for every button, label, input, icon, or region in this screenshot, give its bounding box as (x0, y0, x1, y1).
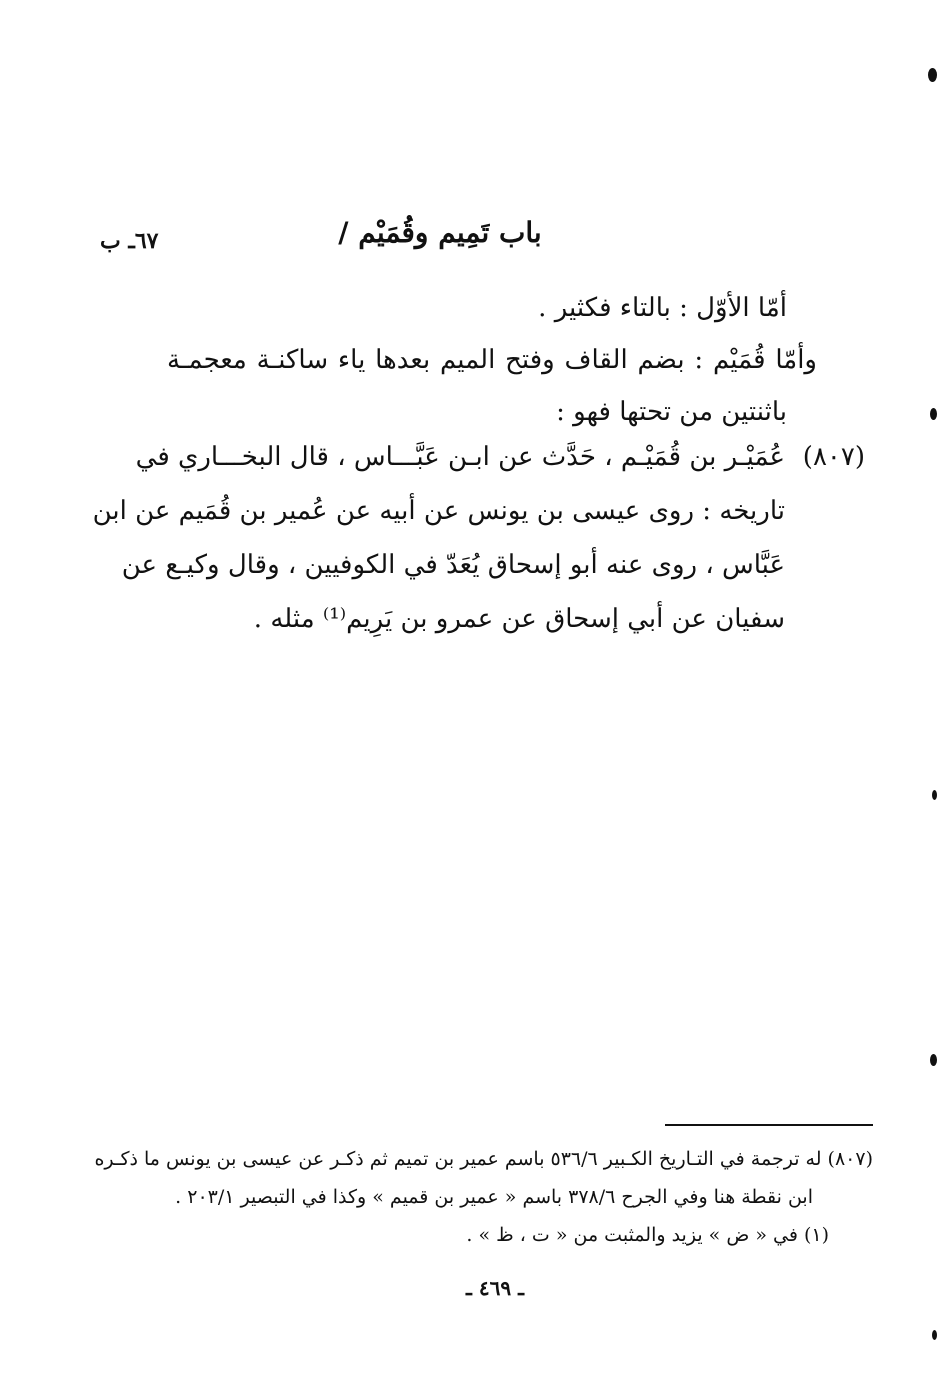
entry-line-4: سفيان عن أبي إسحاق عن عمرو بن يَرِيم⁽¹⁾ مثله . (253, 604, 785, 634)
entry-807 (92, 430, 865, 646)
scan-edge-mark (928, 68, 937, 82)
scan-edge-mark (932, 1330, 937, 1340)
intro-line-2: وأمّا قُمَيْم : بضم القاف وفتح الميم بعدها ياء ساكنـة معجمـة (167, 345, 817, 375)
footnote-1: (١) في « ض » يزيد والمثبت من « ت ، ظ » . (466, 1224, 829, 1246)
page-number: ـ ٤٦٩ ـ (466, 1276, 524, 1300)
scan-edge-mark (932, 790, 937, 800)
scan-edge-mark (930, 408, 937, 420)
entry-line-2: تاريخه : روى عيسى بن يونس عن أبيه عن عُمير بن قُمَيم عن ابن (92, 496, 785, 526)
intro-line-3: باثنتين من تحتها فهو : (556, 397, 787, 427)
intro-line-1: أمّا الأوّل : بالتاء فكثير . (538, 293, 787, 323)
footnote-807-line-2: ابن نقطة هنا وفي الجرح ٣٧٨/٦ باسم « عمير بن قميم » وكذا في التبصير ٢٠٣/١ . (175, 1186, 813, 1208)
entry-number: (٨٠٧) (802, 442, 865, 472)
entry-line-1: عُمَيْـر بن قُمَيْـم ، حَدَّث عن ابـن عَبَّـــاس ، قال البخـــاري في (135, 442, 785, 472)
chapter-title: باب تَمِيم وقُمَيْم / (338, 216, 542, 249)
page-header (100, 212, 780, 262)
entry-text (92, 430, 785, 646)
scan-edge-mark (930, 1054, 937, 1066)
manuscript-folio-reference: ٦٧ـ ب (100, 228, 159, 254)
footnote-807-line-1: (٨٠٧) له ترجمة في التـاريخ الكـبير ٥٣٦/٦ باسم عمير بن تميم ثم ذكـر عن عيسى بن يونس ما ذكـره (94, 1148, 873, 1170)
entry-line-3: عَبَّاس ، روى عنه أبو إسحاق يُعَدّ في الكوفيين ، وقال وكيـع عن (121, 550, 785, 580)
footnotes (94, 1140, 873, 1254)
intro-paragraph (167, 282, 817, 438)
footnote-separator (665, 1124, 873, 1126)
